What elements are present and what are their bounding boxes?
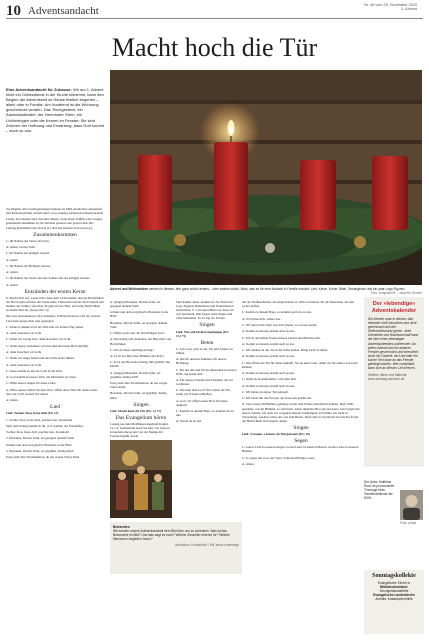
- sonntag-line4: Evangelische Landeskirche: [373, 593, 415, 598]
- sonntag-line5: Anhalts: Katastrophenhilfe: [375, 597, 413, 602]
- liturgy-line: L: Wer ist dieser mächtige König?: [110, 347, 154, 352]
- heading-lied: Lied: [49, 404, 61, 411]
- heading-evangelium: Das Evangelium hören: [115, 414, 167, 421]
- beten-line: A: Werde du zu uns.: [176, 419, 202, 424]
- lied-line: 3. Hosianna, Davids Sohn, sei gegrüßet, König mild!: [6, 448, 74, 453]
- photo-credit: Foto: Unsplash/R. – ideal für Kerzen: [370, 291, 422, 296]
- psalm-line: A: dann brauchen wir Licht.: [6, 331, 43, 336]
- column-2: [110, 300, 172, 447]
- psalm-line: A: Öffne unsere Ohren für dein Wort. Öffne unser Herz für deine Liebe, dass wir Licht werden für andere.: [6, 387, 98, 396]
- psalm-line: A: Gott kommt in unsere Welt, die Menschen zu retten.: [6, 375, 77, 380]
- fuerbitte-line: L: Wer in den hellen Ecken unseres Lebens und Herzens sitzt.: [242, 335, 321, 340]
- psalm-line: L: Wenn wir traurig sind, dann brauchen wir Licht.: [6, 337, 72, 342]
- heading-zusammenkommen: Zusammenkommen: [33, 231, 77, 238]
- liturgy-line: Hosianna, Davids Sohn, sei gegrüßet, König mild!: [110, 391, 167, 400]
- fuerbitte-line: tun der Weihnachtsfest, die Angst haben vor dem Lockdown, für die Menschen, die nun weiter hoffen.: [242, 300, 354, 309]
- fuerbitte-line: A: Komm zu diesem, komm auch zu uns.: [242, 329, 295, 334]
- betrachten-credit: Illustration: Kinderbibel / Mit Jesus unterwegs: [175, 543, 239, 548]
- advent-wreath-photo: [110, 70, 422, 285]
- advent-calendar-box: [364, 297, 424, 467]
- author-photo: [400, 490, 423, 520]
- liturgy-line: A: Der König will einziehen, der Herrscher voll Herrlichkeit.: [110, 337, 172, 346]
- sonntag-line1: Evangelische Kirche in: [377, 581, 411, 585]
- page-number: 10: [6, 3, 21, 19]
- issue-sunday: 1. Advent: [401, 7, 417, 11]
- liturgy-line: A: (singen) Hosianna, Davids Sohn, sei gegrüßet, König mild!: [110, 370, 161, 379]
- heading-singen-3: Singen: [293, 424, 309, 431]
- author-portrait: [400, 490, 423, 520]
- psalm-line: L: Öffne unsere Augen für deine Liebe.: [6, 381, 57, 386]
- fuerbitte-line: A: Komm zu diesem, komm auch zu uns.: [242, 341, 295, 346]
- liturgy-line: A: Amen, Gottes Sohn,: [6, 245, 36, 250]
- psalm-line: L: Wenn wir Angst haben und uns nicht sicher fühlen,: [6, 356, 75, 361]
- vaterunser-line: L: Wir haben an deiner Tür geklopft.: [242, 389, 289, 394]
- beten-line: L: Kommt zu diesem Haus, so kommst du zu uns.: [176, 409, 234, 418]
- column-3: [176, 300, 238, 426]
- heading-segen: Segen: [294, 438, 308, 445]
- entry-illustration-art: [110, 440, 172, 518]
- photo-caption-text: werden in diesem Jahr ganz schön anders – oder anders schön. Alles, was es für eine Andacht in Familie braucht: Lied, Kerze, Krone, Bibel, Gesangbuch und ein paar Lego-Figuren.: [149, 287, 406, 291]
- vaterunser-line: L: Wir beten mit den Worten, die Jesus uns gelehrt hat.: [242, 396, 312, 401]
- fuerbitte-line: L: Wenn du hereinkommst, wird alles hell.: [242, 377, 297, 382]
- beten-line: L: Für uns alle und für die Menschen in unserer Nähe, die krank sind.: [176, 367, 237, 376]
- author-photo-credit: Foto: privat: [400, 521, 416, 525]
- intro-text: [6, 87, 104, 133]
- fuerbitte-line: L: Komm zu diesem Haus, so kommst auch du zu uns.: [242, 310, 312, 315]
- liturgy-line: L: Im Namen des Vaters und Jesu,: [6, 238, 50, 243]
- psalm-line: L: Wenn unsere Gedanken verwirrt sind und unser Herz unruhig,: [6, 343, 89, 348]
- fuerbitte-line: L: Wie öffnen die Tür für deine Ankunft. Sei du unser Gast, damit wir für andere Gast sein können.: [242, 360, 358, 369]
- singen-text-2: Lied: Wie soll ich dich empfangen (EG 11,1+5): [176, 329, 229, 338]
- column-4: [242, 300, 360, 468]
- psalm-line: L: Wenn es dunkel ist in der Welt und wir keinen Weg sehen,: [6, 324, 84, 329]
- issue-date: Nr. 48 vom 29. November 2020: [364, 3, 417, 7]
- vor-beginn-text: Vor Beginn: Alle Liedbegleitungen können als MP3-Audiodatei aufgerufen und heruntergeladen werden unter www.sonntag-sachsen.de/adventsandacht: [6, 207, 104, 216]
- psalm-line: A: dann brauchen wir Licht.: [6, 362, 43, 367]
- vaterunser-line: A: Vater unser im Himmel, geheiligt werde dein Name. Dein Reich komme. Dein Wille geschehe, wie im Himmel, so auf Erden. Unser tägliches Brot gib uns heute. Und vergib uns unsere Schuld, wie auch wir vergeben unseren Schuldigern. Und führe uns nicht in Versuchung, sondern erlöse uns von dem Bösen. Denn dein ist das Reich und die Kraft und die Herrlichkeit in Ewigkeit. Amen.: [242, 402, 360, 423]
- col3-intro: Sind Kinder dabei, können sie die Szene mit Lego-Figuren, Bauklötzen und Naturmaterial nachstellen. V. 1-9 Grund-Bibel aus Jesus ritt von Jerusalem. Ihm folgen seine Jünger und viele Menschen. Es ist Tag der Freude.: [176, 300, 234, 321]
- singen-text: Lied: Macht hoch die Tür (EG 1,1+5): [110, 408, 161, 413]
- intro-lead: Eine Adventsandacht für Zuhause:: [6, 87, 72, 92]
- liturgy-line: L: Öffnet euch weit, ihr ehrwürdigen Tore!: [110, 331, 165, 336]
- fuerbitte-line: A: Komm zu diesem, komm auch zu uns.: [242, 383, 295, 388]
- betrachten-title: Betrachten: [113, 525, 130, 529]
- heading-singen: Singen: [133, 401, 149, 408]
- liturgy-line: L: Im Namen des Heiligen Geistes.: [6, 263, 51, 268]
- liturgy-line: L: Im Namen des Vaters und des Sohnes und des heiligen Geistes.: [6, 276, 91, 281]
- evangelium-text: Lesung aus dem Matthäusevangelium Kapitel 21,1-9. Gemeinsam lesen Sie nun, wie Jesus in Jerusalem einzog und von der Menge mit Freude begrüßt wurde.: [110, 421, 170, 439]
- psalm-line: A: Amen.: [6, 398, 19, 403]
- beten-line: A: Die für unseren Kummer, für unsere Hoffnung.: [176, 357, 227, 366]
- beten-line: A: Gott, wir öffnen unser Herz für deine Ankunft.: [176, 398, 228, 407]
- liturgy-line: A: Es ist der Herr über Himmel und Erde!: [110, 354, 164, 359]
- liturgy-line: A: Amen.: [6, 282, 19, 287]
- liturgy-line: Ewig steht dein Friedensthron, du des ewgen Vaters Kind.: [110, 381, 168, 390]
- lied-line: Ewig steht dein Friedensthron, du des ewgen Vaters Kind.: [6, 455, 80, 460]
- lied-line: Sieh, dein König kommt zu dir, ja er kommt, der Friedefürst.: [6, 423, 84, 428]
- liturgy-line: Hosianna, Davids Sohn, sei gesegnet deinem Volk!: [110, 320, 168, 329]
- beten-line: L: Wie kam man Gott? Wir weiten die Tür, wenn wir Frieden schließen.: [176, 388, 231, 397]
- liturgy-line: Gründe nun dein ewig Reich, Hosianna in der Höh!: [110, 310, 169, 319]
- fuerbitte-line: A: Wir bitten dich, erhöre uns.: [242, 316, 281, 321]
- fuerbitte-line: A: Komm zu diesem, komm auch zu uns.: [242, 371, 295, 375]
- sonntag-line3: Schulgeldausfallhilfe: [379, 589, 409, 594]
- singen-text-3: Lied: O komm, o komm, du Morgenstern (EG 19): [242, 431, 310, 436]
- lied-line: Gründe nun dein ewig Reich, Hosianna in der Höh!: [6, 442, 72, 447]
- sidebox-credit: Weitere Ideen und Material: www.sonntag-sachsen.de: [368, 373, 408, 382]
- entzuenden-text: E: Macht dich auf, werde licht; denn dein Licht kommt, und die Herrlichkeit des Herrn geht auf über dir! Denn siehe, Finsternis bedeckt das Erdreich und Dunkel die Völker; aber über dir geht auf der Herr, und seine Herrlichkeit erscheint über dir. (Jesaja 60,1-2): [6, 295, 104, 313]
- intro-body: Wir am 1. Advent nicht ein Gottesdienst in der Kirche teilnimmt, kann den Beginn der Adventszeit zu Hause festlich begehen – allein oder in Familie. Am Vorabend ist die Wohnung geschmückt worden. Das Tischgesteck, ein Adventskalender, der Herrnhuter Stern, ein Lichterbogen oder die Kerzen im Fenster: Sie sind Zeichen der Hoffnung und Erwartung, dass Gott kommt – auch zu uns.: [6, 87, 104, 133]
- liturgy-line: A: Amen.: [6, 257, 19, 262]
- beten-line: L: Ach, Gott, jetzt zu dir, Tür und Fenster zu öffnen.: [176, 346, 233, 355]
- header-rule: [6, 18, 423, 19]
- heading-beten: Beten: [200, 339, 214, 346]
- psalm-line: L: Jesus kommt zu uns als Licht in die Welt.: [6, 368, 63, 373]
- photo-caption-lead: Advent und Weihnachten: [110, 287, 149, 291]
- psalm-line: A: dann brauchen wir Licht.: [6, 349, 43, 354]
- sidebox-text: Wir können zwar in diesem Jahr einander nicht besuchen und nicht gemeinsam auf den Weihnachtsmarkt gehen. Jede Gemeinde und Nachbarschaft kann die Idee eines lebendigen Adventskalenders aufnehmen: An jedem Abend wird ein anderes Fenster geschmückt und erleuchtet. Auch ein Gedicht, ein Lied oder ein kurzer Text kann an das Fenster gehängt werden. Wer vorbeiläuft, kann sich an diesem Licht freuen.: [368, 317, 419, 371]
- sonntagskollekte-box: [364, 570, 424, 634]
- segen-line: L: So segne uns Gott, der Vater, Sohn und Heiliger Geist.: [242, 455, 316, 460]
- segen-line: L: Gottes Licht in unseren Augen. Gottes Liebe in unseren Herzen. Gottes Liebe in unseren Händen.: [242, 445, 359, 454]
- lied-title: Lied: Tochter Zion, freue dich (EG 13): [6, 411, 59, 416]
- liturgy-line: L: Er ist der Herrscher König, ihm gebührt alle Macht!: [110, 360, 170, 369]
- sidebox-title: Der »lebendige« Adventskalender: [371, 301, 417, 314]
- column-1: [6, 207, 104, 461]
- sonntag-line2: Mitteldeutschland:: [379, 585, 409, 590]
- segen-line: A: Amen.: [242, 461, 255, 466]
- sonntag-title: Sonntagskollekte: [372, 573, 416, 579]
- entzuenden-note: Die erste Adventskerze wird entzündet. Während Kerzen wird der Advent-Lied dann gesprochen oder gesungen.: [6, 314, 102, 323]
- headline: Macht hoch die Tür: [111, 33, 318, 62]
- fuerbitte-line: L: Wir bitten dich: Herr lass dich finden, wo du uns suchst.: [242, 322, 318, 327]
- liturgy-line: A: (singen) Hosianna, Davids Sohn, sei gesegnet deinem Volk!: [110, 300, 161, 309]
- beten-line: A: Für unsere Freunde und Familien, die wir vermissen.: [176, 377, 234, 387]
- heading-singen-2: Singen: [199, 322, 215, 329]
- entry-jerusalem-illustration: [110, 440, 172, 518]
- lied-line: 1. Tochter Zion, freue dich, jauchze laut, Jerusalem!: [6, 417, 73, 422]
- betrachten-text: Wir werden unsere Aufmerksamkeit dem Bild über uns zu schenken. Was ist das Besondere im Bild? Und was sagt es euch? Welche Gesichter erkennt ihr? Welche Menschen begleiten Jesus?: [113, 529, 230, 542]
- liturgy-line: L: im Namen des heiligen Geistes.: [6, 251, 51, 256]
- fuerbitte-line: L: Wir denken an die, die in der Kälte stehen. Bring Licht zu ihnen.: [242, 348, 329, 353]
- intro-note: Lieder, die bekannt sind, mit einer Musik, wenn keine Familie oder Gruppe gemeinsam zusammen ist, im Wechsel gelesen oder gesprochen. Die Leitung übernimmt eine Person (L) und alle anderen antworten (A).: [6, 217, 103, 230]
- lied-line: Tochter Zion, freue dich, jauchze laut, Jerusalem!: [6, 430, 70, 435]
- fuerbitte-line: A: Komm zu diesem, komm auch zu uns.: [242, 354, 295, 359]
- issue-info: [364, 3, 417, 11]
- author-note: Der Autor, Matthias Rost, ist promovierter Theologe beim Gemeindedienst der EKM.: [364, 480, 395, 501]
- advent-wreath-illustration: [110, 70, 422, 285]
- liturgy-line: A: Amen.: [6, 270, 19, 275]
- photo-caption: [110, 287, 422, 295]
- betrachten-box: [110, 522, 242, 574]
- section-title: Adventsandacht: [28, 5, 99, 17]
- lied-line: 2. Hosianna, Davids Sohn, sei gesegnet deinem Volk!: [6, 436, 75, 441]
- heading-entzuenden: Entzünden der ersten Kerze: [24, 288, 86, 295]
